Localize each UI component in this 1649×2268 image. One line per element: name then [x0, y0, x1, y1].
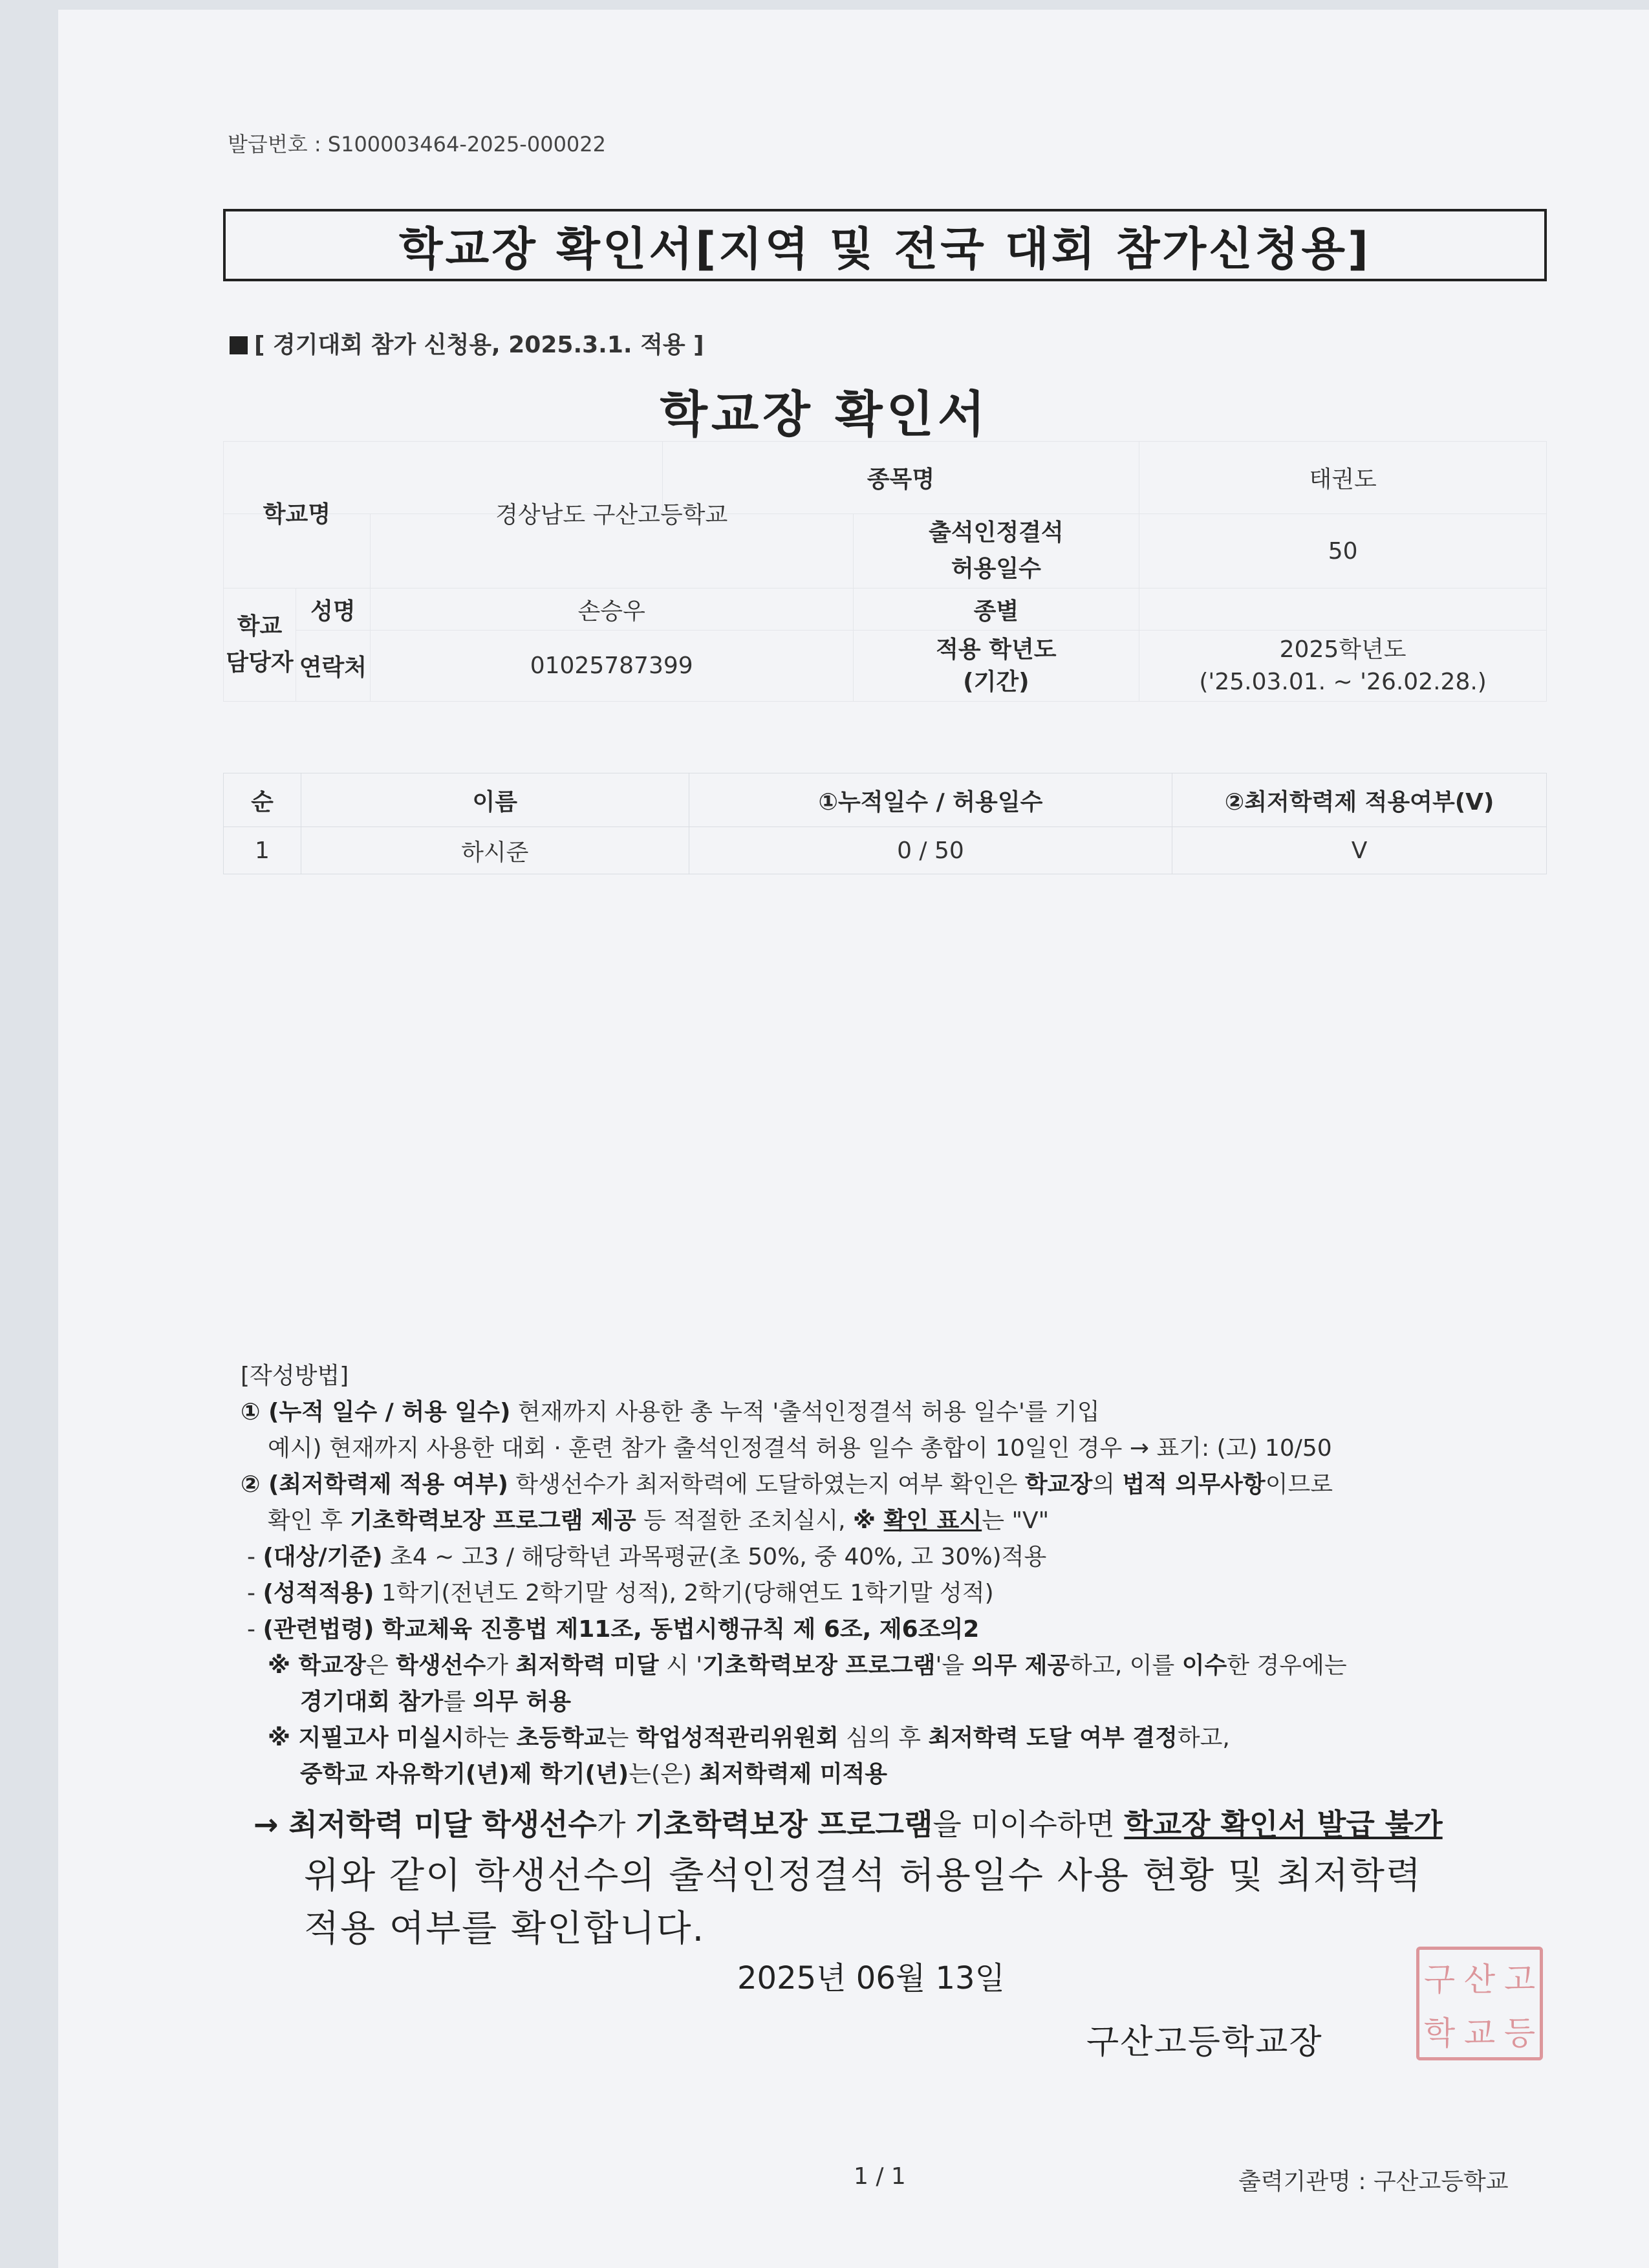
guide-term-1: ① (누적 일수 / 허용 일수) — [241, 1399, 511, 1425]
guide-text-11b: 는(은) — [629, 1761, 700, 1787]
guide-line-6 — [241, 1575, 1560, 1612]
allowed-days-label-1: 출석인정결석 — [929, 519, 1064, 546]
name-label: 성명 — [296, 589, 370, 631]
guide-text-8d: 학생선수 — [396, 1652, 486, 1679]
guide-text-4b: 기초학력보장 프로그램 제공 — [350, 1507, 636, 1534]
guide-text-3e: 이므로 — [1265, 1471, 1333, 1498]
guide-text-7a: - — [247, 1616, 263, 1643]
manager-label-1: 학교 — [237, 613, 283, 640]
guide-text-10d: 초등학교 — [516, 1725, 607, 1751]
contact-label: 연락처 — [296, 631, 370, 702]
year-value-2: ('25.03.01. ~ '26.02.28.) — [1199, 668, 1487, 695]
allowed-days-value: 50 — [1139, 514, 1547, 589]
guide-text-10i: 하고, — [1177, 1725, 1230, 1751]
school-seal-stamp — [1416, 1947, 1543, 2060]
guide-line-7 — [241, 1612, 1560, 1648]
manager-label-2: 담당자 — [226, 649, 294, 676]
page-number: 1 / 1 — [854, 2163, 906, 2190]
guide-text-10c: 하는 — [464, 1725, 517, 1751]
guide-line-1 — [241, 1394, 1560, 1431]
header-title: 학교장 확인서[지역 및 전국 대회 참가신청용] — [223, 209, 1547, 281]
guide-text-8c: 은 — [365, 1652, 396, 1679]
list-header-row — [224, 773, 1547, 827]
confirmation-line-1: 위와 같이 학생선수의 출석인정결석 허용일수 사용 현황 및 최저학력 — [304, 1855, 1423, 1897]
allowed-days-label — [853, 514, 1139, 589]
guide-text-4a: 확인 후 — [268, 1507, 350, 1534]
guide-text-3b: 학교장 — [1024, 1471, 1093, 1498]
contact-value: 01025787399 — [370, 631, 853, 702]
guide-line-8 — [241, 1648, 1560, 1684]
confirmation-statement — [304, 1850, 1422, 1956]
confirmation-line-2: 적용 여부를 확인합니다. — [304, 1908, 706, 1950]
year-label-1: 적용 학년도 — [936, 636, 1057, 663]
school-value: 경상남도 구산고등학교 — [495, 502, 728, 528]
seal-char: 교 — [1463, 2014, 1496, 2052]
school-label — [224, 501, 371, 589]
guide-text-8l: 이수 — [1181, 1652, 1227, 1679]
square-bullet-icon — [230, 336, 248, 354]
guide-text-6c: 1학기(전년도 2학기말 성적), 2학기(당해연도 1학기말 성적) — [374, 1580, 994, 1606]
seal-char: 등 — [1503, 2014, 1536, 2052]
guide-text-8a: ※ — [268, 1652, 299, 1679]
issue-number: 발급번호 : S100003464-2025-000022 — [228, 132, 607, 157]
guide-line-9 — [241, 1684, 1560, 1720]
col-header-no: 순 — [224, 773, 301, 827]
writing-guide — [241, 1358, 1560, 1793]
seal-char: 구 — [1423, 1960, 1456, 1998]
guide-text-3a: 학생선수가 최저학력에 도달하였는지 여부 확인은 — [508, 1471, 1025, 1498]
guide-text-8i: '을 — [935, 1652, 972, 1679]
guide-line-10 — [241, 1720, 1560, 1756]
guide-text-7b: (관련법령) 학교체육 진흥법 제11조, 동법시행규칙 제 6조, 제6조의2 — [263, 1616, 980, 1643]
guide-text-5b: (대상/기준) — [263, 1544, 383, 1570]
event-value — [1139, 589, 1547, 631]
guide-text-9c: 의무 허용 — [473, 1689, 572, 1715]
principal-name: 구산고등학교장 — [1086, 2023, 1323, 2062]
guide-text-11a: 중학교 자유학기(년)제 학기(년) — [300, 1761, 629, 1787]
event-label: 종별 — [853, 589, 1139, 631]
guide-text-5c: 초4 ~ 고3 / 해당학년 과목평균(초 50%, 중 40%, 고 30%)적용 — [382, 1544, 1047, 1570]
guide-text-8m: 한 경우에는 — [1227, 1652, 1347, 1679]
sport-value: 태권도 — [1139, 442, 1547, 514]
row-applied: V — [1172, 827, 1547, 874]
guide-text-1: 현재까지 사용한 총 누적 '출석인정결석 허용 일수'를 기입 — [510, 1399, 1100, 1425]
guide-text-4c: 등 적절한 조치실시, — [636, 1507, 854, 1534]
guide-line-2: 예시) 현재까지 사용한 대회 · 훈련 참가 출석인정결석 허용 일수 총합이 10일인 경우 → 표기: (고) 10/50 — [268, 1435, 1332, 1462]
col-header-name: 이름 — [301, 773, 689, 827]
guide-text-10h: 최저학력 도달 여부 결정 — [928, 1725, 1178, 1751]
guide-line-4 — [241, 1503, 1560, 1539]
guide-text-10f: 학업성적관리위원회 — [636, 1725, 839, 1751]
final-text-d: 을 미이수하면 — [932, 1807, 1125, 1842]
guide-text-10e: 는 — [606, 1725, 636, 1751]
final-text-a: → 최저학력 미달 학생선수 — [253, 1807, 597, 1842]
year-label — [853, 631, 1139, 702]
year-label-2: (기간) — [963, 668, 1029, 695]
guide-text-6a: - — [247, 1580, 263, 1606]
table-row — [224, 827, 1547, 874]
guide-text-4e: 확인 표시 — [883, 1507, 982, 1534]
guide-text-8h: 기초학력보장 프로그램 — [702, 1652, 936, 1679]
notice-text: [ 경기대회 참가 신청용, 2025.3.1. 적용 ] — [254, 332, 704, 358]
document-title: 학교장 확인서 — [660, 385, 989, 443]
manager-label — [224, 589, 296, 702]
final-warning — [253, 1801, 1443, 1844]
name-value: 손승우 — [370, 589, 853, 631]
student-list-table — [223, 773, 1547, 874]
guide-text-5a: - — [247, 1544, 263, 1570]
issuing-institution: 출력기관명 : 구산고등학교 — [1238, 2168, 1509, 2195]
guide-text-3d: 법적 의무사항 — [1122, 1471, 1266, 1498]
col-header-days: ①누적일수 / 허용일수 — [689, 773, 1172, 827]
guide-text-10g: 심의 후 — [838, 1725, 929, 1751]
final-text-e: 학교장 확인서 발급 불가 — [1124, 1807, 1443, 1842]
guide-text-9a: 경기대회 참가 — [300, 1689, 444, 1715]
col-header-applied: ②최저학력제 적용여부(V) — [1172, 773, 1547, 827]
guide-text-4f: 는 "V" — [982, 1507, 1050, 1534]
year-value — [1139, 631, 1547, 702]
guide-text-11c: 최저학력제 미적용 — [699, 1761, 888, 1787]
guide-text-10a: ※ — [268, 1725, 299, 1751]
guide-text-3c: 의 — [1092, 1471, 1123, 1498]
guide-text-8j: 의무 제공 — [971, 1652, 1070, 1679]
seal-char: 산 — [1463, 1960, 1496, 1998]
row-name: 하시준 — [301, 827, 689, 874]
guide-text-4d: ※ — [853, 1507, 884, 1534]
issue-date: 2025년 06월 13일 — [737, 1960, 1005, 1996]
school-value-cell — [370, 502, 853, 589]
guide-text-8k: 하고, 이를 — [1070, 1652, 1182, 1679]
seal-char: 학 — [1423, 2014, 1456, 2052]
seal-char: 고 — [1503, 1960, 1536, 1998]
final-text-c: 기초학력보장 프로그램 — [635, 1807, 933, 1842]
guide-line-11 — [241, 1756, 1560, 1793]
row-no: 1 — [224, 827, 301, 874]
school-info-table — [223, 441, 1547, 702]
guide-line-5 — [241, 1539, 1560, 1575]
guide-text-8e: 가 — [486, 1652, 516, 1679]
guide-text-8f: 최저학력 미달 — [515, 1652, 659, 1679]
school-label-text: 학교명 — [263, 501, 331, 528]
allowed-days-label-2: 허용일수 — [951, 556, 1041, 582]
row-days: 0 / 50 — [689, 827, 1172, 874]
final-text-b: 가 — [596, 1807, 636, 1842]
notice-line — [230, 327, 704, 360]
year-value-1: 2025학년도 — [1279, 636, 1406, 663]
guide-text-10b: 지필고사 미실시 — [298, 1725, 464, 1751]
guide-text-8b: 학교장 — [298, 1652, 366, 1679]
guide-term-2: ② (최저학력제 적용 여부) — [241, 1471, 508, 1498]
guide-text-6b: (성적적용) — [263, 1580, 374, 1606]
guide-text-8g: 시 ' — [658, 1652, 703, 1679]
guide-text-9b: 를 — [443, 1689, 473, 1715]
guide-heading: [작성방법] — [241, 1363, 349, 1389]
sport-label: 종목명 — [662, 442, 1139, 514]
guide-line-3 — [241, 1467, 1560, 1503]
